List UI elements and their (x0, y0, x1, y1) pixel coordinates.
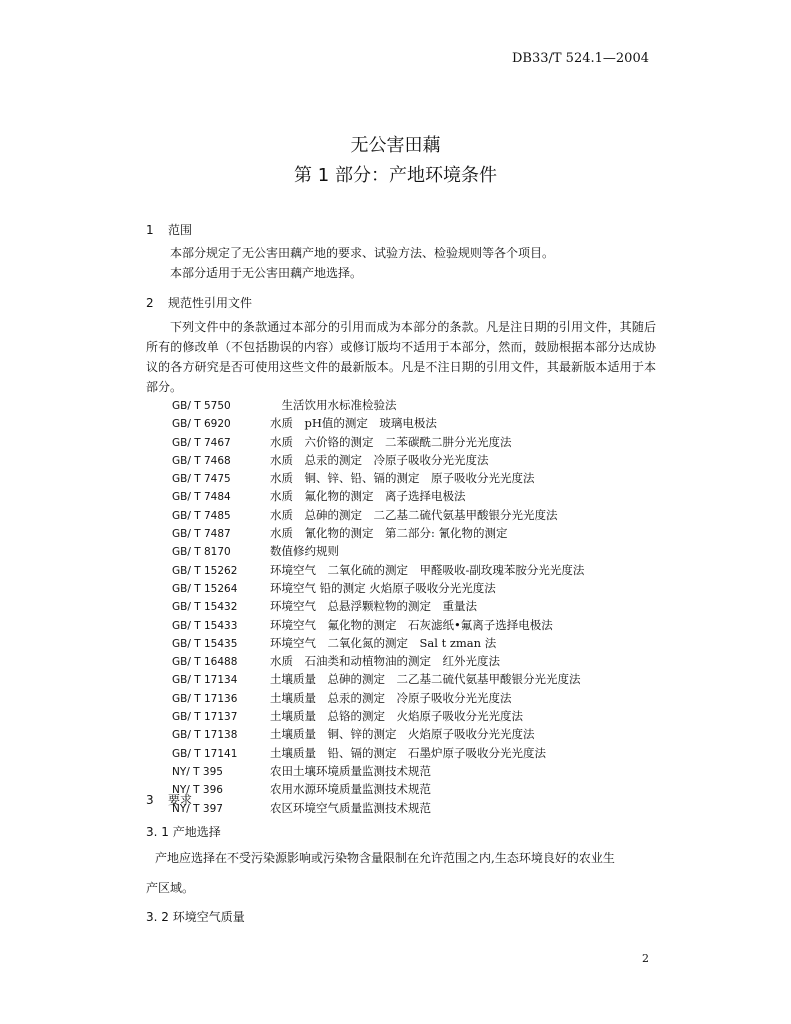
page-number: 2 (642, 952, 649, 965)
reference-row (172, 597, 584, 615)
reference-code: GB/ T 15435 (172, 637, 238, 650)
reference-row (172, 579, 584, 597)
reference-code: GB/ T 17138 (172, 729, 238, 742)
subsection-3-2-heading (146, 908, 245, 925)
reference-code: GB/ T 15433 (172, 619, 238, 632)
reference-code: NY/ T 395 (172, 765, 223, 778)
paragraph: 本部分规定了无公害田藕产地的要求、试验方法、检验规则等各个项目。 (170, 246, 555, 260)
reference-code: GB/ T 7487 (172, 528, 231, 541)
reference-row (172, 524, 584, 542)
reference-code: GB/ T 7475 (172, 473, 231, 486)
subsection-number: 3. 1 (146, 825, 169, 839)
reference-title: 水质 pH值的测定 玻璃电极法 (270, 416, 437, 431)
reference-row (172, 487, 584, 505)
reference-code: GB/ T 17137 (172, 711, 238, 724)
section-number: 3 (146, 793, 154, 807)
subsection-3-1-heading (146, 823, 221, 840)
reference-code: GB/ T 17134 (172, 674, 238, 687)
reference-title: 生活饮用水标准检验法 (270, 398, 397, 412)
reference-code: GB/ T 7485 (172, 509, 231, 522)
reference-row (172, 707, 584, 725)
reference-code: GB/ T 17136 (172, 692, 238, 705)
reference-row (172, 542, 584, 560)
reference-row (172, 396, 584, 414)
subsection-number: 3. 2 (146, 910, 169, 924)
section-number: 2 (146, 296, 154, 310)
reference-title: 水质 氟化物的测定 离子选择电极法 (270, 489, 466, 504)
reference-title: 水质 总汞的测定 冷原子吸收分光光度法 (270, 452, 489, 467)
reference-code: NY/ T 396 (172, 784, 223, 797)
document-subtitle: 第 1 部分：产地环境条件 (294, 165, 497, 186)
reference-code: GB/ T 15264 (172, 582, 238, 595)
reference-row (172, 725, 584, 743)
reference-title: 水质 铜、锌、铅、镉的测定 原子吸收分光光度法 (270, 471, 535, 486)
reference-row (172, 762, 584, 780)
paragraph: 产区域。 (146, 881, 195, 895)
reference-title: 环境空气 铅的测定 火焰原子吸收分光光度法 (270, 580, 496, 595)
reference-title: 水质 石油类和动植物油的测定 红外光度法 (270, 654, 500, 669)
reference-title: 土壤质量 总铬的测定 火焰原子吸收分光光度法 (270, 709, 523, 724)
reference-code: GB/ T 15262 (172, 564, 238, 577)
reference-code: GB/ T 17141 (172, 747, 238, 760)
section-3-heading (146, 791, 192, 808)
reference-row (172, 433, 584, 451)
reference-title: 环境空气 二氧化氮的测定 Sal t zman 法 (270, 635, 497, 650)
reference-title: 环境空气 二氧化硫的测定 甲醛吸收-副玫瑰苯胺分光光度法 (270, 562, 585, 577)
reference-title: 数值修约规则 (270, 544, 339, 559)
reference-code: NY/ T 397 (172, 802, 223, 815)
reference-title: 环境空气 氟化物的测定 石灰滤纸•氟离子选择电极法 (270, 617, 553, 632)
reference-row (172, 506, 584, 524)
reference-code: GB/ T 6920 (172, 418, 231, 431)
reference-code: GB/ T 7468 (172, 454, 231, 467)
reference-title: 土壤质量 铜、锌的测定 火焰原子吸收分光光度法 (270, 727, 535, 742)
section-title: 要求 (168, 793, 193, 807)
intro-paragraph: 下列文件中的条款通过本部分的引用而成为本部分的条款。凡是注日期的引用文件，其随后所有的修改单（不包括勘误的内容）或修订版均不适用于本部分，然而，鼓励根据本部分达成协议的各方研究是否可使用这些文件的最新版本。凡是不注日期的引用文件，其最新版本适用于本部分。 (146, 320, 656, 394)
section-1-heading (146, 221, 192, 238)
reference-row (172, 689, 584, 707)
reference-row (172, 670, 584, 688)
section-title: 范围 (168, 223, 193, 237)
reference-code: GB/ T 15432 (172, 601, 238, 614)
subsection-title: 环境空气质量 (172, 910, 245, 924)
reference-row (172, 799, 584, 817)
reference-code: GB/ T 8170 (172, 546, 231, 559)
reference-title: 农用水源环境质量监测技术规范 (270, 782, 431, 797)
reference-row (172, 414, 584, 432)
reference-code: GB/ T 16488 (172, 656, 238, 669)
reference-title: 土壤质量 铅、镉的测定 石墨炉原子吸收分光光度法 (270, 745, 546, 760)
paragraph: 本部分适用于无公害田藕产地选择。 (170, 266, 363, 280)
reference-row (172, 652, 584, 670)
reference-row (172, 451, 584, 469)
reference-title: 水质 氰化物的测定 第二部分: 氰化物的测定 (270, 526, 508, 541)
reference-row (172, 469, 584, 487)
reference-title: 环境空气 总悬浮颗粒物的测定 重量法 (270, 599, 477, 614)
reference-code: GB/ T 7484 (172, 491, 231, 504)
standard-code: DB33/T 524.1—2004 (511, 51, 649, 66)
reference-row (172, 780, 584, 798)
reference-code: GB/ T 5750 (172, 400, 231, 412)
document-title: 无公害田藕 (350, 135, 441, 156)
reference-row (172, 616, 584, 634)
reference-row (172, 634, 584, 652)
section-2-heading (146, 294, 252, 311)
reference-title: 土壤质量 总汞的测定 冷原子吸收分光光度法 (270, 690, 512, 705)
reference-code: GB/ T 7467 (172, 436, 231, 449)
reference-title: 农区环境空气质量监测技术规范 (270, 800, 431, 815)
reference-row (172, 744, 584, 762)
reference-title: 农田土壤环境质量监测技术规范 (270, 763, 431, 778)
reference-title: 水质 六价铬的测定 二苯碳酰二肼分光光度法 (270, 434, 512, 449)
subsection-title: 产地选择 (172, 825, 221, 839)
reference-title: 水质 总砷的测定 二乙基二硫代氨基甲酸银分光光度法 (270, 507, 558, 522)
reference-list (172, 396, 584, 817)
section-number: 1 (146, 223, 154, 237)
reference-row (172, 561, 584, 579)
section-title: 规范性引用文件 (168, 296, 253, 310)
paragraph: 产地应选择在不受污染源影响或污染物含量限制在允许范围之内,生态环境良好的农业生 (155, 851, 615, 865)
reference-title: 土壤质量 总砷的测定 二乙基二硫代氨基甲酸银分光光度法 (270, 672, 581, 687)
